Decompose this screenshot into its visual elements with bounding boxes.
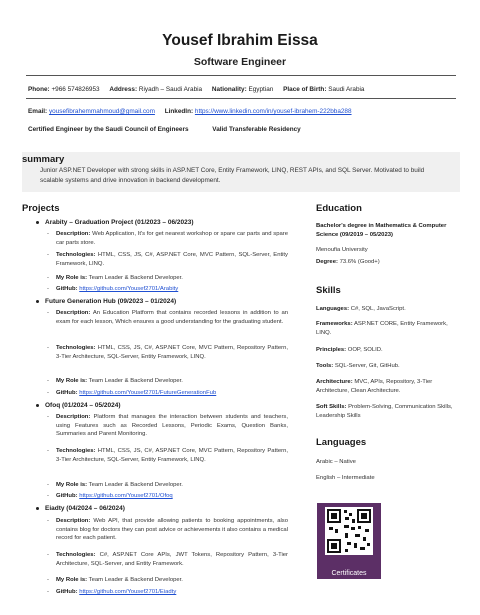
project-description: - Description: An Education Platform that contains recorded lessons in addition to an exam for each lesson, Which ensures a good understanding for the graduating student. xyxy=(47,310,289,325)
nationality-value: Egyptian xyxy=(248,86,274,93)
skills-heading: Skills xyxy=(316,285,341,296)
skill-item: Principles: OOP, SOLID. xyxy=(316,347,383,353)
address-value: Riyadh – Saudi Arabia xyxy=(138,86,203,93)
project-github: - GitHub: https://github.com/Yousef2701/Arabity xyxy=(47,286,179,292)
project-title: Ofoq (01/2024 – 05/2024) xyxy=(36,402,121,409)
skill-item: Soft Skills: Problem-Solving, Communication Skills, Leadership Skills xyxy=(316,404,453,419)
project-technologies: - Technologies: HTML, CSS, JS, C#, ASP.NET Core, MVC Pattern, SQL-Server, Entity Framework, LINQ. xyxy=(47,252,289,267)
skill-item: Architecture: MVC, APIs, Repository, 3-Tier Architecture, Clean Architecture. xyxy=(316,379,433,394)
contact-line-2 xyxy=(28,108,352,115)
skill-item: Frameworks: ASP.NET CORE, Entity Framework, LINQ. xyxy=(316,321,448,336)
phone-value: +966 574826953 xyxy=(51,86,100,93)
certificates-label: Certificates xyxy=(331,570,367,577)
person-name: Yousef Ibrahim Eissa xyxy=(162,32,318,49)
project-role: - My Role is: Team Leader & Backend Developer. xyxy=(47,577,183,583)
project-technologies: - Technologies: HTML, CSS, JS, C#, ASP.NET Core, MVC Pattern, Repository Pattern, 3-Tier Architecture, SQL-Server, Entity Framework, LINQ. xyxy=(47,448,288,463)
education-heading: Education xyxy=(316,203,362,214)
project-technologies: - Technologies: C#, ASP.NET Core APIs, JWT Tokens, Repository Pattern, 3-Tier Architecture, SQL-Server, and Entity Framework. xyxy=(47,552,288,567)
languages-heading: Languages xyxy=(316,437,367,448)
project-github: - GitHub: https://github.com/Yousef2701/Eiadty xyxy=(47,589,177,595)
skill-item: Languages: C#, SQL, JavaScript. xyxy=(316,306,406,312)
address-label: Address: xyxy=(109,86,138,93)
job-title: Software Engineer xyxy=(193,56,287,68)
pob-value: Saudi Arabia xyxy=(328,86,365,93)
bullet-icon xyxy=(36,507,39,510)
education-degree: Bachelor's degree in Mathematics & Computer Science (09/2019 – 05/2023) xyxy=(316,223,447,238)
project-technologies: - Technologies: HTML, CSS, JS, C#, ASP.NET Core, MVC Pattern, Repository Pattern, 3-Tier Architecture, SQL-Server, Entity Framework, LINQ. xyxy=(47,345,288,360)
language-item: English – Intermediate xyxy=(316,475,375,481)
linkedin-label: LinkedIn: xyxy=(164,108,194,115)
project-github: - GitHub: https://github.com/Yousef2701/FutureGenerationFub xyxy=(47,390,217,396)
summary-text: Junior ASP.NET Developer with strong skills in ASP.NET Core, Entity Framework, LINQ, REST APIs, and SQL Server. Motivated to build scalable systems and drive innovation in backend development. xyxy=(40,167,425,184)
project-description: - Description: Web API, that provide allowing patients to booking appointments, also contains blog for doctors they can post advice or achievements it also contains a medical record for each patient. xyxy=(47,518,288,542)
projects-heading: Projects xyxy=(22,203,60,214)
github-link[interactable]: https://github.com/Yousef2701/FutureGenerationFub xyxy=(79,390,217,396)
project-github: - GitHub: https://github.com/Yousef2701/Ofoq xyxy=(47,493,173,499)
github-link[interactable]: https://github.com/Yousef2701/Ofoq xyxy=(79,493,173,499)
email-label: Email: xyxy=(28,108,48,115)
education-school: Menoufia University xyxy=(316,247,368,253)
project-role: - My Role is: Team Leader & Backend Developer. xyxy=(47,378,183,384)
divider-contact xyxy=(26,98,456,99)
credentials-line xyxy=(28,126,301,133)
language-item: Arabic – Native xyxy=(316,459,356,465)
project-role: - My Role is: Team Leader & Backend Developer. xyxy=(47,275,183,281)
project-title: Arabity – Graduation Project (01/2023 – 06/2023) xyxy=(36,219,193,226)
project-description: - Description: Web Application, It's for get nearest workshop or spare car parts and spare car parts store. xyxy=(47,231,289,246)
divider-top xyxy=(26,75,456,76)
summary-heading: summary xyxy=(22,154,65,165)
project-title: Eiadty (04/2024 – 06/2024) xyxy=(36,505,125,512)
skill-item: Tools: SQL-Server, Git, GitHub. xyxy=(316,363,400,369)
phone-label: Phone: xyxy=(28,86,50,93)
project-role: - My Role is: Team Leader & Backend Developer. xyxy=(47,482,183,488)
contact-line-1 xyxy=(28,86,365,93)
email-link[interactable]: yousefibrahemmahmoud@gmail.com xyxy=(48,108,155,115)
bullet-icon xyxy=(36,300,39,303)
bullet-icon xyxy=(36,221,39,224)
github-link[interactable]: https://github.com/Yousef2701/Arabity xyxy=(79,286,179,292)
qr-code-icon xyxy=(325,507,373,555)
education-grade: Degree: 73.6% (Good+) xyxy=(316,259,380,265)
pob-label: Place of Birth: xyxy=(283,86,327,93)
nationality-label: Nationality: xyxy=(211,86,247,93)
github-link[interactable]: https://github.com/Yousef2701/Eiadty xyxy=(79,589,177,595)
linkedin-link[interactable]: https://www.linkedin.com/in/yousef-ibrahem-222bba288 xyxy=(194,108,352,115)
project-description: - Description: Platform that manages the interaction between students and teachers, using Features such as Recorded Lessons, Periodic Exams, Question Banks, Summaries and Parent Monitoring. xyxy=(47,414,288,438)
certificates-qr[interactable] xyxy=(317,503,381,579)
project-title: Future Generation Hub (09/2023 – 01/2024) xyxy=(36,298,176,305)
residency-text: Valid Transferable Residency xyxy=(212,126,301,133)
certification-text: Certified Engineer by the Saudi Council of Engineers xyxy=(28,126,189,133)
bullet-icon xyxy=(36,404,39,407)
